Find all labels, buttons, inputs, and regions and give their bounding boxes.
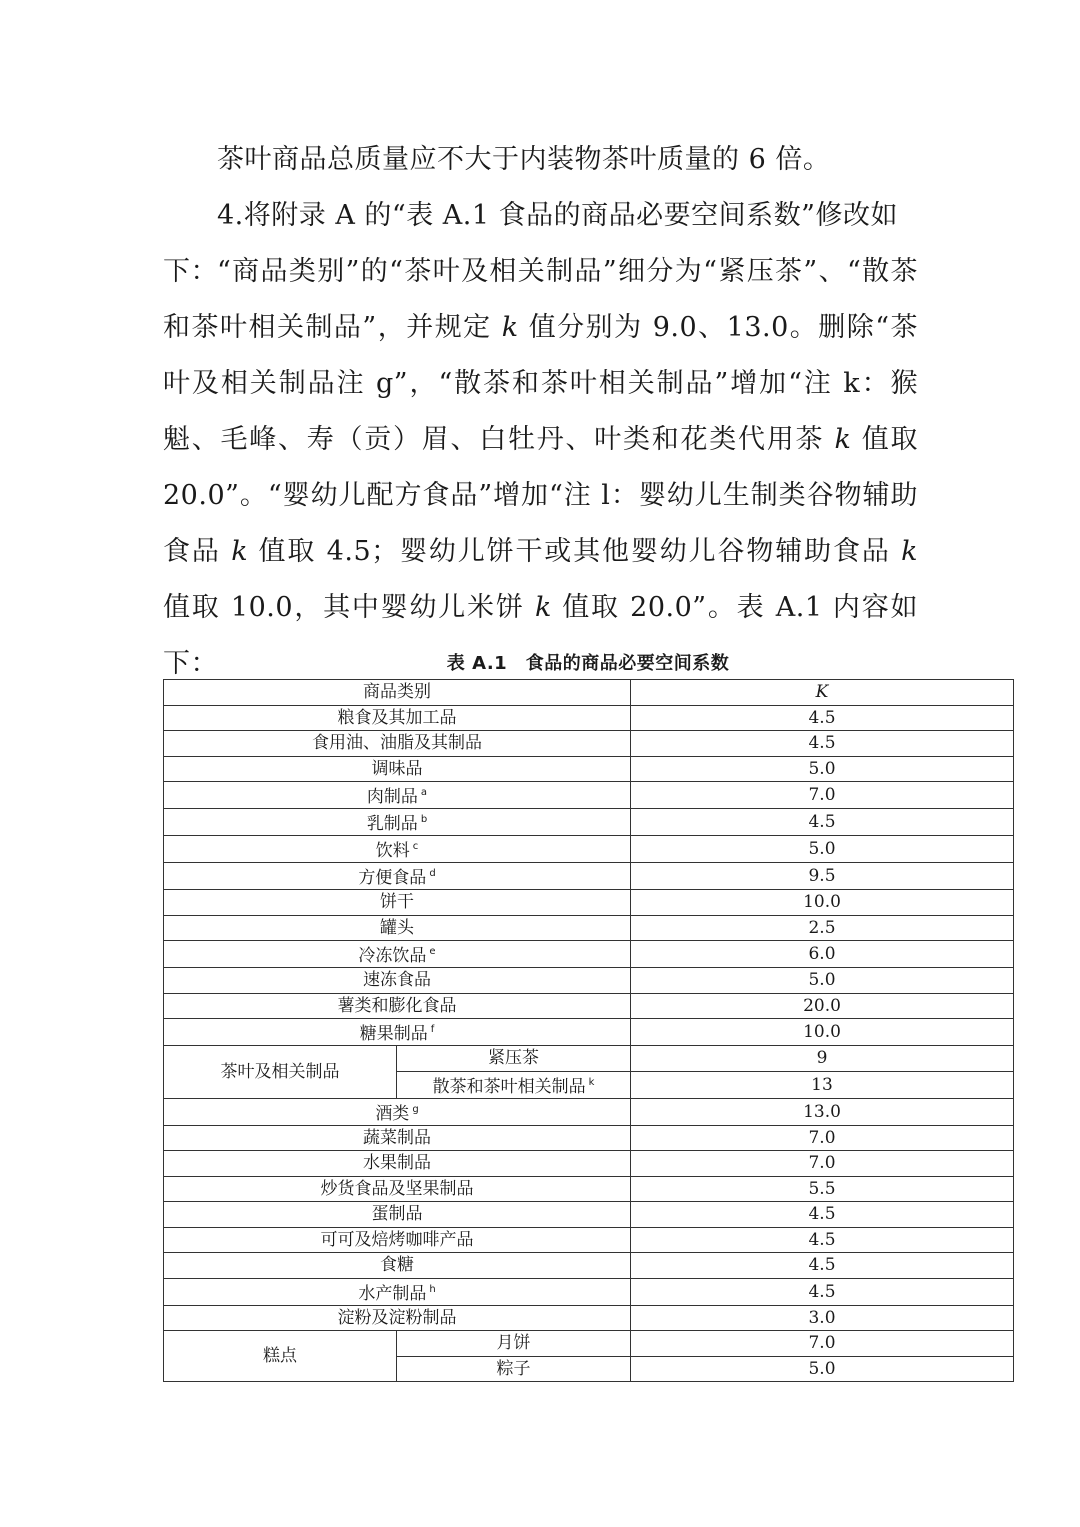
paragraph-appendix-change: 4.将附录 A 的“表 A.1 食品的商品必要空间系数”修改如下： — [163, 200, 898, 287]
table-row — [164, 941, 1014, 968]
table-row — [164, 705, 1014, 731]
footnote-marker: k — [588, 1076, 595, 1088]
table-row — [164, 1227, 1014, 1253]
k-value-cell — [631, 1019, 1014, 1046]
k-value-cell — [631, 1278, 1014, 1305]
category-cell — [164, 836, 631, 863]
header-k: K — [631, 680, 1014, 706]
k-value-cell-text: 3.0 — [808, 1307, 836, 1328]
k-value-cell — [631, 1253, 1014, 1279]
k-value-cell-text: 13.0 — [803, 1101, 841, 1122]
k-value-cell-text: 7.0 — [808, 1127, 836, 1148]
category-cell-text: 炒货食品及坚果制品 — [320, 1178, 474, 1199]
k-value-cell — [631, 941, 1014, 968]
category-cell-text: 肉制品 — [366, 787, 418, 807]
table-row — [164, 1331, 1014, 1357]
category-cell-text: 薯类和膨化食品 — [337, 995, 457, 1016]
k-value-cell-text: 7.0 — [808, 785, 836, 805]
subcategory-cell — [397, 1071, 631, 1098]
k-value-cell — [631, 1176, 1014, 1202]
footnote-marker: b — [420, 814, 428, 825]
category-cell — [164, 1305, 631, 1331]
category-cell — [164, 705, 631, 731]
footnote-marker: g — [412, 1103, 419, 1115]
category-cell-text: 糖果制品 — [359, 1024, 428, 1044]
category-cell — [164, 756, 631, 782]
table-row — [164, 1305, 1014, 1331]
k-value-cell — [631, 1125, 1014, 1151]
k-value-cell — [631, 1356, 1014, 1382]
footnote-marker: h — [429, 1283, 436, 1295]
category-cell-text: 饼干 — [380, 892, 414, 913]
category-cell-text: 调味品 — [371, 758, 423, 779]
category-cell-text: 酒类 — [375, 1103, 410, 1124]
k-value-cell-text: 7.0 — [808, 1333, 836, 1354]
k-value-cell-text: 4.5 — [808, 812, 836, 832]
category-cell-text: 冷冻饮品 — [358, 946, 427, 966]
table-row — [164, 731, 1014, 757]
subcategory-cell-text: 紧压茶 — [488, 1048, 539, 1069]
table-row — [164, 968, 1014, 994]
coefficient-table — [163, 679, 1014, 1382]
table-row — [164, 993, 1014, 1019]
table-row — [164, 1125, 1014, 1151]
k-value-cell — [631, 731, 1014, 757]
subcategory-cell — [397, 1046, 631, 1072]
table-header-row — [164, 680, 1014, 706]
k-value-cell — [631, 915, 1014, 941]
footnote-marker: c — [412, 841, 419, 852]
paragraph-tea-weight: 茶叶商品总质量应不大于内装物茶叶质量的 6 倍。 — [217, 144, 831, 175]
subcategory-cell — [397, 1331, 631, 1357]
k-value-cell — [631, 836, 1014, 863]
table-row — [164, 915, 1014, 941]
table-row — [164, 1151, 1014, 1177]
k-value-cell — [631, 968, 1014, 994]
table-row — [164, 836, 1014, 863]
table-caption: 表 A.1 食品的商品必要空间系数 — [446, 653, 730, 674]
category-cell — [164, 1202, 631, 1228]
table-row — [164, 863, 1014, 890]
category-cell — [164, 809, 631, 836]
k-value-cell — [631, 809, 1014, 836]
category-cell-text: 粮食及其加工品 — [337, 707, 457, 728]
k-value-cell-text: 2.5 — [808, 917, 836, 938]
subcategory-cell-text: 月饼 — [496, 1333, 531, 1354]
k-value-cell — [631, 890, 1014, 916]
footnote-marker: d — [429, 868, 436, 879]
category-cell — [164, 890, 631, 916]
category-cell — [164, 993, 631, 1019]
category-cell — [164, 782, 631, 809]
k-value-cell — [631, 756, 1014, 782]
category-cell-text: 水产制品 — [358, 1283, 427, 1304]
k-value-cell-text: 20.0 — [803, 995, 841, 1016]
table-row — [164, 1278, 1014, 1305]
k-value-cell — [631, 1046, 1014, 1072]
k-value-cell — [631, 1151, 1014, 1177]
category-cell — [164, 915, 631, 941]
k-value-cell-text: 6.0 — [808, 944, 836, 964]
k-value-cell-text: 5.0 — [808, 758, 836, 779]
k-value-cell — [631, 993, 1014, 1019]
k-value-cell-text: 4.5 — [808, 707, 836, 728]
category-cell — [164, 968, 631, 994]
category-cell — [164, 1253, 631, 1279]
category-cell — [164, 1019, 631, 1046]
table-row — [164, 1019, 1014, 1046]
k-value-cell-text: 4.5 — [808, 733, 836, 754]
category-cell — [164, 863, 631, 890]
category-cell-text: 可可及焙烤咖啡产品 — [320, 1229, 474, 1250]
category-cell — [164, 941, 631, 968]
category-cell-text: 饮料 — [375, 841, 410, 861]
table-row — [164, 782, 1014, 809]
category-cell-text: 水果制品 — [363, 1153, 431, 1174]
footnote-marker: f — [430, 1024, 435, 1035]
k-value-cell-text: 4.5 — [808, 1281, 836, 1302]
k-value-cell-text: 5.5 — [808, 1178, 836, 1199]
footnote-marker: e — [429, 946, 436, 957]
k-value-cell-text: 4.5 — [808, 1229, 836, 1250]
k-value-cell-text: 4.5 — [808, 1255, 836, 1276]
category-cell-text: 淀粉及淀粉制品 — [337, 1307, 457, 1328]
k-value-cell — [631, 782, 1014, 809]
table-row — [164, 890, 1014, 916]
k-value-cell — [631, 1227, 1014, 1253]
paragraph-category-details: “商品类别”的“茶叶及相关制品”细分为“紧压茶”、“散茶和茶叶相关制品”，并规定 k 值分别为 9.0、13.0。删除“茶叶及相关制品注 g”，“散茶和茶叶相关制品”增加“注 k：猴魁、毛峰、寿（贡）眉、白牡丹、叶类和花类代用茶 k 值取 20.0”。“婴幼儿配方食品”增加“注 l：婴幼儿生制类谷物辅助食品 k 值取 4.5；婴幼儿饼干或其他婴幼儿谷物辅助食品 k 值取 10.0，其中婴幼儿米饼 k 值取 20.0”。表 A.1 内容如下： — [163, 256, 919, 679]
footnote-marker: a — [420, 787, 428, 798]
category-cell — [164, 731, 631, 757]
k-value-cell-text: 10.0 — [803, 1022, 841, 1042]
subcategory-cell — [397, 1356, 631, 1382]
category-cell — [164, 1125, 631, 1151]
subcategory-cell-text: 粽子 — [496, 1358, 531, 1379]
header-category: 商品类别 — [164, 680, 631, 706]
k-value-cell-text: 4.5 — [808, 1204, 836, 1225]
category-cell-text: 蔬菜制品 — [363, 1127, 431, 1148]
k-value-cell — [631, 863, 1014, 890]
table-row — [164, 1176, 1014, 1202]
category-cell — [164, 1227, 631, 1253]
k-value-cell-text: 5.0 — [808, 839, 836, 859]
category-cell-text: 乳制品 — [366, 814, 418, 834]
k-value-cell — [631, 1098, 1014, 1125]
group-category-cell-text: 茶叶及相关制品 — [220, 1061, 340, 1082]
k-value-cell — [631, 1202, 1014, 1228]
table-row — [164, 756, 1014, 782]
category-cell — [164, 1176, 631, 1202]
table-row — [164, 1098, 1014, 1125]
category-cell-text: 食糖 — [380, 1255, 414, 1276]
group-category-cell — [164, 1046, 397, 1099]
category-cell-text: 速冻食品 — [363, 970, 431, 991]
table-row — [164, 1046, 1014, 1072]
k-value-cell-text: 5.0 — [808, 970, 836, 991]
k-value-cell-text: 9 — [816, 1048, 828, 1069]
k-value-cell — [631, 1071, 1014, 1098]
category-cell-text: 方便食品 — [358, 868, 427, 888]
category-cell-text: 食用油、油脂及其制品 — [312, 733, 482, 754]
k-value-cell-text: 10.0 — [803, 892, 841, 913]
k-value-cell — [631, 705, 1014, 731]
k-value-cell-text: 13 — [811, 1074, 833, 1095]
k-value-cell-text: 9.5 — [808, 866, 836, 886]
table-row — [164, 809, 1014, 836]
k-value-cell-text: 7.0 — [808, 1153, 836, 1174]
category-cell — [164, 1278, 631, 1305]
table-row — [164, 1202, 1014, 1228]
category-cell — [164, 1098, 631, 1125]
subcategory-cell-text: 散茶和茶叶相关制品 — [432, 1076, 586, 1097]
k-value-cell — [631, 1331, 1014, 1357]
category-cell-text: 蛋制品 — [371, 1204, 423, 1225]
group-category-cell — [164, 1331, 397, 1382]
k-value-cell-text: 5.0 — [808, 1358, 836, 1379]
category-cell-text: 罐头 — [380, 917, 414, 938]
category-cell — [164, 1151, 631, 1177]
table-row — [164, 1253, 1014, 1279]
k-value-cell — [631, 1305, 1014, 1331]
group-category-cell-text: 糕点 — [263, 1346, 297, 1366]
